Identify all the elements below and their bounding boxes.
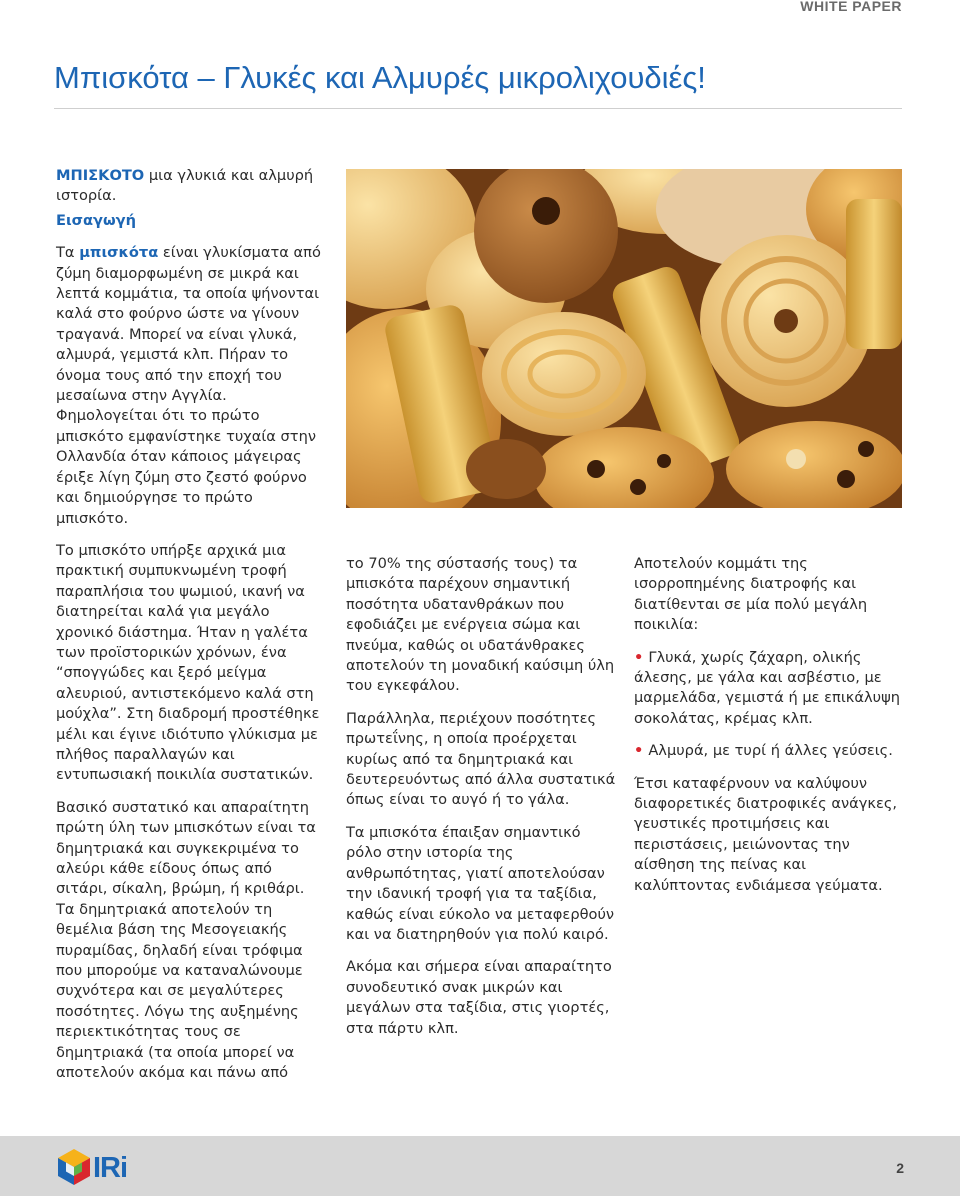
column-1 [56, 166, 326, 1095]
iri-logo [56, 1150, 146, 1184]
bullet-text: Γλυκά, χωρίς ζάχαρη, ολικής άλεσης, με γάλα και ασβέστιο, με μαρμελάδα, γεμιστά ή με επικάλυψη σοκολάτας, κρέμας κλπ. [634, 648, 900, 727]
col2-paragraph-1: το 70% της σύστασής τους) τα μπισκότα παρέχουν σημαντική ποσότητα υδατανθράκων που εφοδιάζει με ενέργεια σώμα και πνεύμα, καθώς οι υδατάνθρακες αποτελούν τη μοναδική καύσιμη ύλη του εγκεφάλου. [346, 555, 615, 695]
column-3 [634, 554, 902, 908]
footer [0, 1136, 960, 1196]
intro-lead-bold: ΜΠΙΣΚΟΤΟ [56, 167, 145, 184]
bullet-dot-icon: • [634, 648, 644, 666]
page-number: 2 [896, 1160, 904, 1176]
col3-paragraph-2: Έτσι καταφέρνουν να καλύψουν διαφορετικές διατροφικές ανάγκες, γευστικές προτιμήσεις και περιστάσεις, μειώνοντας την αίσθηση της πείνας και καλύπτοντας ενδιάμεσα γεύματα. [634, 774, 898, 894]
bullet-text: Αλμυρά, με τυρί ή άλλες γεύσεις. [648, 742, 893, 760]
page-title: Μπισκότα – Γλυκές και Αλμυρές μικρολιχουδιές! [54, 60, 706, 95]
col3-paragraph-1: Αποτελούν κομμάτι της ισορροπημένης διατροφής και διατίθενται σε μία πολύ μεγάλη ποικιλία: [634, 555, 868, 634]
col1-paragraph-1 [56, 243, 326, 529]
logo-text: IRi [93, 1152, 128, 1184]
bullet-item [634, 648, 902, 730]
col1-paragraph-3: Βασικό συστατικό και απαραίτητη πρώτη ύλη των μπισκότων είναι τα δημητριακά και συγκεκριμένα το αλεύρι κάθε είδους όπως από σιτάρι, σίκαλη, βρώμη, ή κριθάρι. Τα δημητριακά αποτελούν τη θεμέλια βάση της Μεσογειακής πυραμίδας, δηλαδή είναι τρόφιμα που μπορούμε να καταναλώνουμε συχνότερα και σε μεγαλύτερες ποσότητες. Λόγω της αυξημένης περιεκτικότητας τους σε δημητριακά (τα οποία μπορεί να αποτελούν ακόμα και πάνω από [56, 798, 316, 1082]
col2-paragraph-3: Τα μπισκότα έπαιξαν σημαντικό ρόλο στην ιστορία της ανθρωπότητας, γιατί αποτελούσαν την ιδανική τροφή για τα ταξίδια, καθώς είναι εύκολο να μεταφερθούν και να διατηρηθούν για πολύ καιρό. [346, 823, 615, 943]
bullet-item [634, 741, 902, 761]
col1-p1-rest: είναι γλυκίσματα από ζύμη διαμορφωμένη σε μικρά και λεπτά κομμάτια, τα οποία ψήνονται καλά στο φούρνο ώστε να γίνουν τραγανά. Μπορεί να είναι γλυκά, αλμυρά, γεμιστά κλπ. Πήραν το όνομα τους από την εποχή του μεσαίωνα στην Αγγλία. Φημολογείται ότι το πρώτο μπισκότο εμφανίστηκε τυχαία στην Ολλανδία όταν κάποιος μάγειρας έριξε λίγη ζύμη στο ζεστό φούρνο και δημιούργησε το πρώτο μπισκότο. [56, 244, 321, 527]
title-divider [54, 108, 902, 109]
intro-lead-rest: μια γλυκιά και αλμυρή ιστορία. [56, 167, 314, 205]
intro-lead [56, 166, 326, 207]
bullet-dot-icon: • [634, 742, 644, 760]
iri-cube-icon [56, 1147, 92, 1187]
cookies-illustration [346, 169, 902, 508]
col2-paragraph-4: Ακόμα και σήμερα είναι απαραίτητο συνοδευτικό σνακ μικρών και μεγάλων στα ταξίδια, στις γιορτές, στα πάρτυ κλπ. [346, 958, 612, 1037]
col2-paragraph-2: Παράλληλα, περιέχουν ποσότητες πρωτεΐνης, η οποία προέρχεται κυρίως από τα δημητριακά και δευτερευόντως από άλλα συστατικά όπως είναι το αυγό ή το γάλα. [346, 709, 616, 809]
col1-paragraph-2: Το μπισκότο υπήρξε αρχικά μια πρακτική συμπυκνωμένη τροφή παραπλήσια του ψωμιού, ικανή να διατηρείται καλά για μεγάλο χρονικό διάστημα. Ήταν η γαλέτα των προϊστορικών χρόνων, ένα “σπογγώδες και ξερό μείγμα αλευριού, αντιστεκόμενο καλά στη μούχλα”. Στη διαδρομή προστέθηκε μέλι και έγινε ιδιότυπο γλύκισμα με πλήθος παραλλαγών και εντυπωσιακή ποικιλία συστατικών. [56, 541, 320, 784]
header-tag: WHITE PAPER [800, 0, 902, 14]
section-heading-intro: Εισαγωγή [56, 211, 137, 229]
col1-p1-pre: Τα [56, 244, 80, 262]
col1-p1-bold: μπισκότα [79, 244, 159, 262]
cookies-photo [346, 169, 902, 508]
column-2 [346, 554, 616, 1051]
